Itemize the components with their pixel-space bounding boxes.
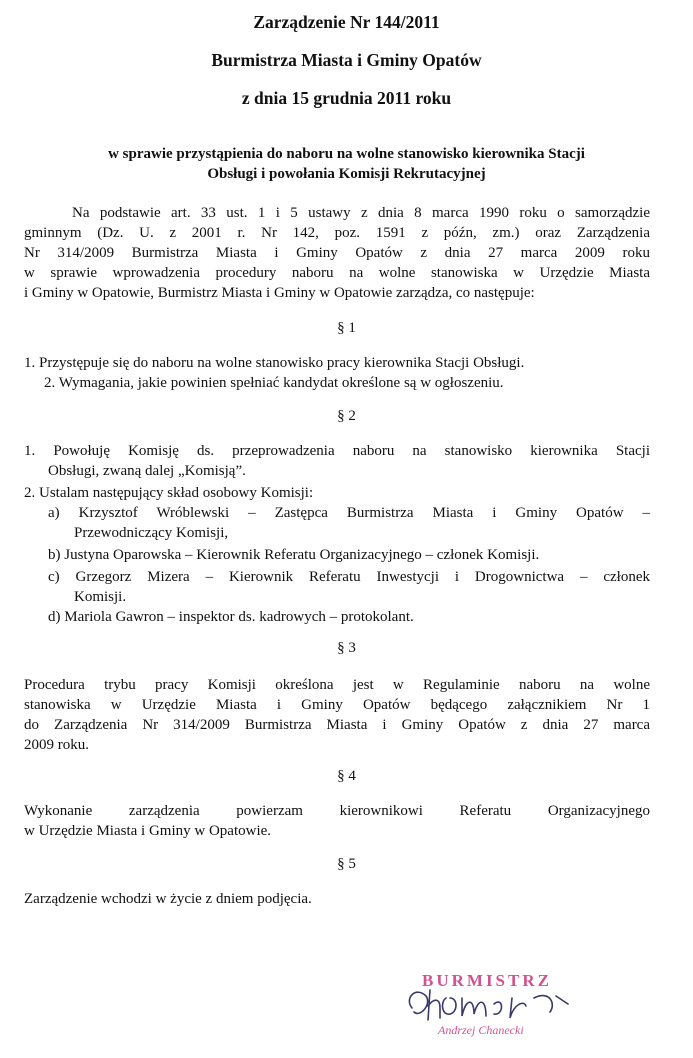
section-heading: § 1 bbox=[337, 320, 356, 336]
preamble-line: w sprawie wprowadzenia procedury naboru na wolne stanowiska w Urzędzie Miasta bbox=[24, 265, 650, 281]
paragraph-line: Procedura trybu pracy Komisji określona jest w Regulaminie naboru na wolne bbox=[24, 677, 650, 693]
sub-list-item: c) Grzegorz Mizera – Kierownik Referatu Inwestycji i Drogownictwa – członek bbox=[48, 569, 650, 585]
sub-list-item: a) Krzysztof Wróblewski – Zastępca Burmistrza Miasta i Gminy Opatów – bbox=[48, 505, 650, 521]
section-heading: § 4 bbox=[337, 768, 356, 784]
sub-list-item-continuation: Komisji. bbox=[74, 589, 127, 605]
stamp-name: Andrzej Chanecki bbox=[438, 1023, 524, 1037]
sub-list-item: b) Justyna Oparowska – Kierownik Referatu Organizacyjnego – członek Komisji. bbox=[48, 547, 540, 563]
paragraph-line: w Urzędzie Miasta i Gminy w Opatowie. bbox=[24, 823, 272, 839]
document-subject-line2: Obsługi i powołania Komisji Rekrutacyjnej bbox=[207, 166, 486, 182]
sub-list-item-continuation: Przewodniczący Komisji, bbox=[74, 525, 229, 541]
paragraph-line: 2009 roku. bbox=[24, 737, 89, 753]
document-issuer: Burmistrza Miasta i Gminy Opatów bbox=[211, 50, 482, 70]
preamble-line: gminnym (Dz. U. z 2001 r. Nr 142, poz. 1591 z późn, zm.) oraz Zarządzenia bbox=[24, 225, 650, 241]
section-heading: § 5 bbox=[337, 856, 356, 872]
section-heading: § 2 bbox=[337, 408, 356, 424]
list-item: 1. Powołuję Komisję ds. przeprowadzenia naboru na stanowisko kierownika Stacji bbox=[24, 443, 650, 459]
handwritten-signature bbox=[409, 990, 568, 1020]
document-title: Zarządzenie Nr 144/2011 bbox=[253, 12, 440, 32]
document-date: z dnia 15 grudnia 2011 roku bbox=[241, 88, 452, 108]
signature-stamp bbox=[400, 968, 590, 1043]
list-item: 2. Ustalam następujący skład osobowy Komisji: bbox=[24, 485, 314, 501]
paragraph-line: Wykonanie zarządzenia powierzam kierownikowi Referatu Organizacyjnego bbox=[24, 803, 650, 819]
preamble-line: i Gminy w Opatowie, Burmistrz Miasta i Gminy w Opatowie zarządza, co następuje: bbox=[24, 285, 535, 301]
sub-list-item: d) Mariola Gawron – inspektor ds. kadrowych – protokolant. bbox=[48, 609, 414, 625]
list-item-continuation: Obsługi, zwaną dalej „Komisją”. bbox=[48, 463, 246, 479]
preamble-line: Na podstawie art. 33 ust. 1 i 5 ustawy z dnia 8 marca 1990 roku o samorządzie bbox=[72, 205, 650, 221]
paragraph-line: do Zarządzenia Nr 314/2009 Burmistrza Miasta i Gminy Opatów z dnia 27 marca bbox=[24, 717, 650, 733]
list-item: 2. Wymagania, jakie powinien spełniać kandydat określone są w ogłoszeniu. bbox=[44, 375, 504, 391]
paragraph-line: Zarządzenie wchodzi w życie z dniem podjęcia. bbox=[24, 891, 312, 907]
list-item: 1. Przystępuje się do naboru na wolne stanowisko pracy kierownika Stacji Obsługi. bbox=[24, 355, 525, 371]
section-heading: § 3 bbox=[337, 640, 356, 656]
preamble-line: Nr 314/2009 Burmistrza Miasta i Gminy Opatów z dnia 27 marca 2009 roku bbox=[24, 245, 650, 261]
document-subject-line1: w sprawie przystąpienia do naboru na wolne stanowisko kierownika Stacji bbox=[108, 146, 585, 162]
stamp-title: BURMISTRZ bbox=[422, 971, 552, 990]
paragraph-line: stanowiska w Urzędzie Miasta i Gminy Opatów będącego załącznikiem Nr 1 bbox=[24, 697, 650, 713]
